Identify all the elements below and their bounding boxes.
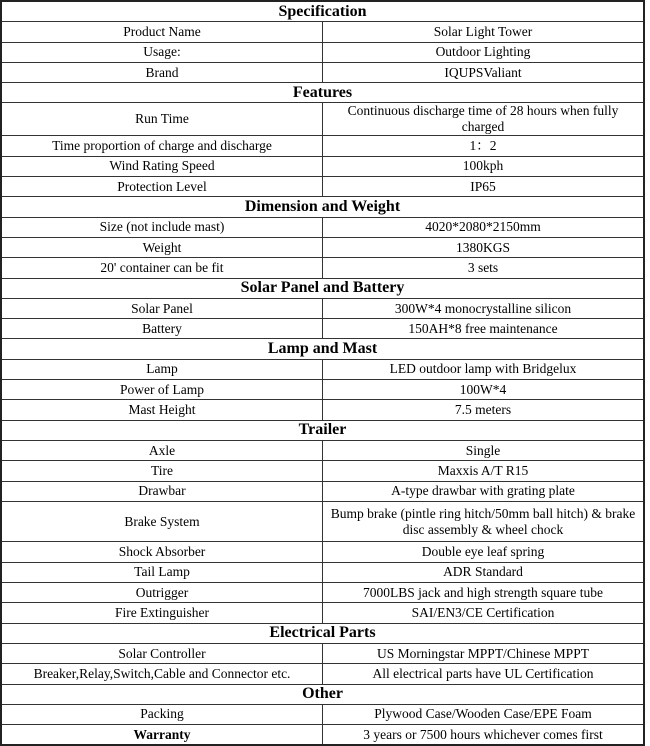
spec-value: US Morningstar MPPT/Chinese MPPT [323,643,645,663]
spec-label: Brand [1,62,323,82]
spec-value: IQUPSValiant [323,62,645,82]
section-header [1,83,644,103]
table-row [1,156,644,176]
table-row [1,298,644,318]
spec-value: Solar Light Tower [323,22,645,42]
spec-value: LED outdoor lamp with Bridgelux [323,359,645,379]
section-title: Solar Panel and Battery [1,278,644,298]
spec-value: Plywood Case/Wooden Case/EPE Foam [323,704,645,724]
spec-value: 4020*2080*2150mm [323,217,645,237]
table-row [1,583,644,603]
table-row [1,400,644,420]
spec-label: Solar Panel [1,298,323,318]
spec-label: Drawbar [1,481,323,501]
section-title: Electrical Parts [1,623,644,643]
table-row [1,103,644,136]
table-row [1,42,644,62]
section-header [1,197,644,217]
section-title: Lamp and Mast [1,339,644,359]
spec-label: Packing [1,704,323,724]
table-row [1,217,644,237]
spec-label: Size (not include mast) [1,217,323,237]
spec-label: Fire Extinguisher [1,603,323,623]
section-header [1,623,644,643]
spec-label: Wind Rating Speed [1,156,323,176]
spec-label: Time proportion of charge and discharge [1,136,323,156]
spec-value: Maxxis A/T R15 [323,461,645,481]
spec-value: ADR Standard [323,562,645,582]
spec-value: 1380KGS [323,237,645,257]
spec-value: Single [323,440,645,460]
table-row [1,319,644,339]
spec-label: Outrigger [1,583,323,603]
table-row [1,177,644,197]
spec-label: Tail Lamp [1,562,323,582]
table-row [1,62,644,82]
spec-label: Usage: [1,42,323,62]
spec-label: Battery [1,319,323,339]
section-header [1,684,644,704]
section-header [1,420,644,440]
table-row [1,481,644,501]
table-row [1,501,644,542]
spec-value: Continuous discharge time of 28 hours when fully charged [323,103,645,136]
spec-label: Brake System [1,501,323,542]
section-title: Specification [1,1,644,22]
spec-label: Power of Lamp [1,380,323,400]
table-row [1,664,644,684]
spec-value: SAI/EN3/CE Certification [323,603,645,623]
spec-value: Bump brake (pintle ring hitch/50mm ball hitch) & brake disc assembly & wheel chock [323,501,645,542]
table-row [1,725,644,746]
table-row [1,237,644,257]
spec-value: 3 years or 7500 hours whichever comes first [323,725,645,746]
spec-value: 7.5 meters [323,400,645,420]
table-row [1,542,644,562]
spec-value: Outdoor Lighting [323,42,645,62]
spec-label: Mast Height [1,400,323,420]
spec-value: 3 sets [323,258,645,278]
spec-label: Product Name [1,22,323,42]
section-header [1,339,644,359]
spec-label: Warranty [1,725,323,746]
spec-label: Axle [1,440,323,460]
table-row [1,22,644,42]
spec-value: 150AH*8 free maintenance [323,319,645,339]
section-title: Features [1,83,644,103]
section-title: Dimension and Weight [1,197,644,217]
spec-label: 20' container can be fit [1,258,323,278]
table-row [1,643,644,663]
spec-value: 1：2 [323,136,645,156]
table-row [1,603,644,623]
section-title: Trailer [1,420,644,440]
spec-value: Double eye leaf spring [323,542,645,562]
spec-label: Tire [1,461,323,481]
spec-label: Breaker,Relay,Switch,Cable and Connector etc. [1,664,323,684]
table-row [1,380,644,400]
spec-label: Protection Level [1,177,323,197]
table-row [1,562,644,582]
section-title: Other [1,684,644,704]
spec-value: All electrical parts have UL Certification [323,664,645,684]
spec-value: 100kph [323,156,645,176]
spec-label: Shock Absorber [1,542,323,562]
table-row [1,258,644,278]
table-row [1,461,644,481]
table-row [1,704,644,724]
spec-label: Run Time [1,103,323,136]
spec-label: Lamp [1,359,323,379]
table-row [1,440,644,460]
spec-label: Weight [1,237,323,257]
table-row [1,359,644,379]
spec-value: 7000LBS jack and high strength square tube [323,583,645,603]
table-row [1,136,644,156]
spec-value: 300W*4 monocrystalline silicon [323,298,645,318]
spec-value: A-type drawbar with grating plate [323,481,645,501]
section-header [1,278,644,298]
spec-value: IP65 [323,177,645,197]
spec-label: Solar Controller [1,643,323,663]
spec-value: 100W*4 [323,380,645,400]
section-header [1,1,644,22]
